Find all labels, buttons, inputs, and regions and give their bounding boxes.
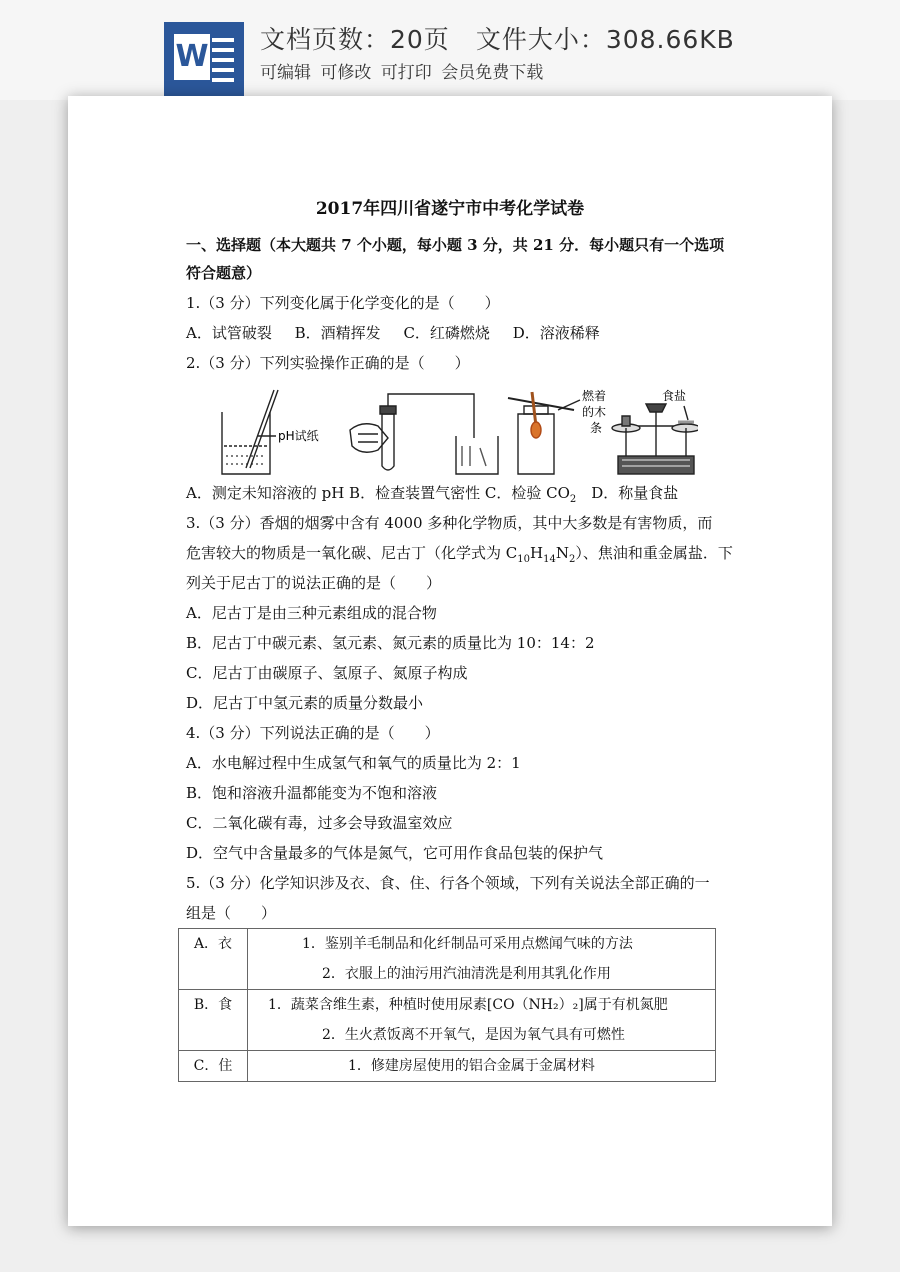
section-heading-cont: 符合题意）	[186, 264, 262, 282]
burning-stick-label-2: 的木	[582, 405, 607, 419]
file-info	[260, 20, 735, 56]
gas-tightness-figure	[350, 394, 498, 474]
burning-stick-label-3: 条	[590, 421, 603, 435]
row-label-clothing: A．衣	[179, 929, 248, 990]
question-1-stem: 1.（3 分）下列变化属于化学变化的是（ ）	[186, 294, 500, 312]
q4-option-a: A．水电解过程中生成氢气和氧气的质量比为 2：1	[186, 754, 521, 772]
document-page	[68, 96, 832, 1226]
table-cell-item: 1．修建房屋使用的铝合金属于金属材料	[348, 1058, 595, 1074]
question-5-table	[178, 928, 716, 1082]
q3-option-c: C．尼古丁由碳原子、氢原子、氮原子构成	[186, 664, 468, 682]
balance-scale-figure	[612, 404, 698, 474]
question-3-line-3: 列关于尼古丁的说法正确的是（ ）	[186, 574, 442, 592]
q1-option-d: D．溶液稀释	[512, 324, 600, 342]
table-row	[179, 1051, 716, 1082]
q4-option-b: B．饱和溶液升温都能变为不饱和溶液	[186, 784, 438, 802]
question-3-line-2: 危害较大的物质是一氧化碳、尼古丁（化学式为 $C_{10}H_{14}N_2$）、焦油和重金属盐．下	[186, 544, 733, 565]
table-cell-item: 2．衣服上的油污用汽油清洗是利用其乳化作用	[322, 966, 611, 982]
ph-test-beaker-figure	[222, 390, 278, 474]
page-count: 文档页数：20页	[260, 25, 450, 54]
table-cell-item: 1．蔬菜含维生素，种植时使用尿素[CO（NH₂）₂]属于有机氮肥	[268, 997, 668, 1013]
q1-option-b: B．酒精挥发	[294, 324, 381, 342]
question-2-options: A．测定未知溶液的 pH B．检查装置气密性 C．检验 $CO_2$ D．称量食盐	[186, 484, 679, 505]
question-5-line-2: 组是（ ）	[186, 904, 277, 922]
burning-stick-label-1: 燃着	[582, 389, 607, 403]
question-5-line-1: 5.（3 分）化学知识涉及衣、食、住、行各个领域，下列有关说法全部正确的一	[186, 874, 710, 892]
question-2-stem: 2.（3 分）下列实验操作正确的是（ ）	[186, 354, 470, 372]
q3-option-b: B．尼古丁中碳元素、氢元素、氮元素的质量比为 10：14：2	[186, 634, 595, 652]
row-label-food: B．食	[179, 990, 248, 1051]
q3-option-a: A．尼古丁是由三种元素组成的混合物	[186, 604, 437, 622]
q4-option-d: D．空气中含量最多的气体是氮气，它可用作食品包装的保护气	[186, 844, 604, 862]
q1-option-a: A．试管破裂	[186, 324, 272, 342]
question-1-options	[186, 318, 806, 348]
q4-option-c: C．二氧化碳有毒，过多会导致温室效应	[186, 814, 453, 832]
salt-label: 食盐	[662, 389, 687, 403]
section-heading: 一、选择题（本大题共 7 个小题，每小题 3 分，共 21 分．每小题只有一个选项	[186, 236, 725, 254]
file-size: 文件大小：308.66KB	[475, 25, 735, 54]
table-row	[179, 990, 716, 1051]
row-label-housing: C．住	[179, 1051, 248, 1082]
table-cell-item: 2．生火煮饭离不开氧气，是因为氧气具有可燃性	[322, 1027, 625, 1043]
question-2-figures	[218, 386, 698, 478]
q1-option-c: C．红磷燃烧	[403, 324, 490, 342]
co2-test-figure	[508, 392, 580, 474]
table-cell-item: 1．鉴别羊毛制品和化纤制品可采用点燃闻气味的方法	[302, 936, 633, 952]
ph-paper-label: pH试纸	[278, 429, 319, 443]
table-row	[179, 929, 716, 990]
word-icon-letter: W	[174, 34, 210, 80]
feature-list: 可编辑 可修改 可打印 会员免费下载	[260, 63, 544, 83]
question-4-stem: 4.（3 分）下列说法正确的是（ ）	[186, 724, 440, 742]
question-3-line-1: 3.（3 分）香烟的烟雾中含有 4000 多种化学物质，其中大多数是有害物质，而	[186, 514, 713, 532]
download-banner	[0, 0, 900, 100]
q3-option-d: D．尼古丁中氢元素的质量分数最小	[186, 694, 424, 712]
word-document-icon	[164, 22, 244, 96]
exam-title: 2017年四川省遂宁市中考化学试卷	[315, 199, 585, 219]
